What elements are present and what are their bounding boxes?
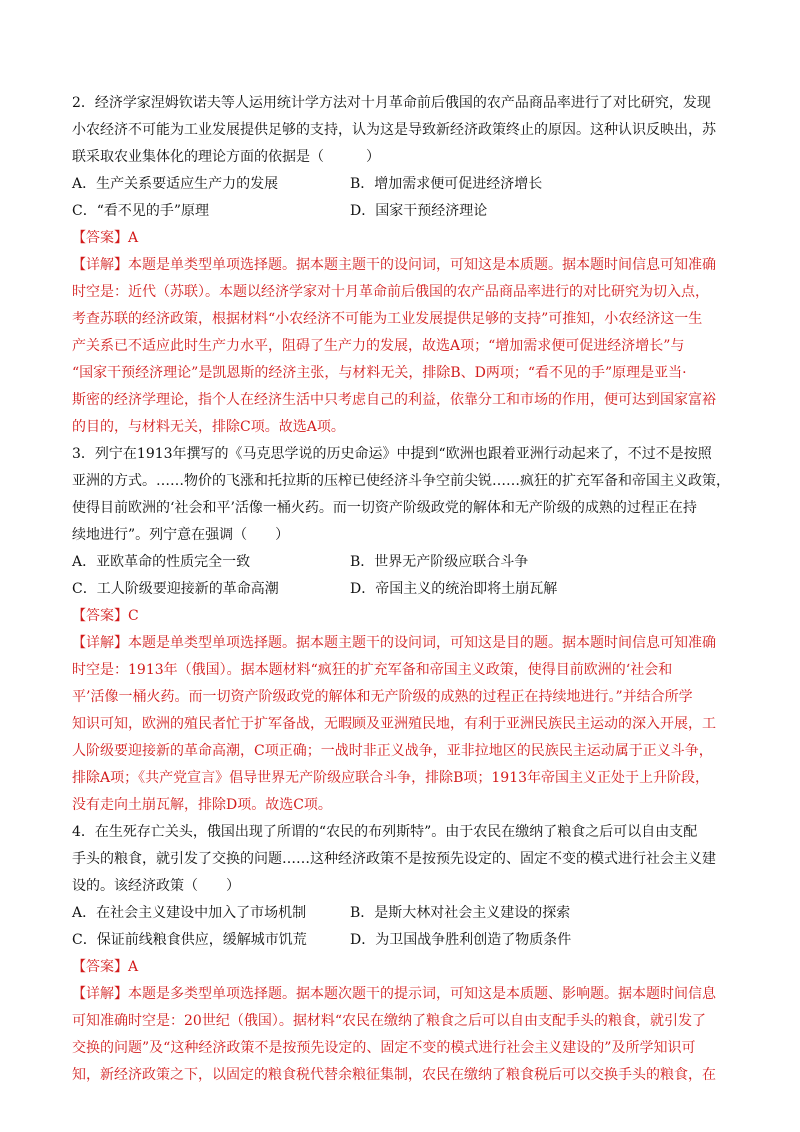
explanation-line: 产关系已不适应此时生产力水平，阻碍了生产力的发展，故选A项；“增加需求便可促进经济增长”与	[72, 338, 685, 354]
options-row	[72, 171, 732, 198]
explanation-line: 时空是：近代（苏联）。本题以经济学家对十月革命前后俄国的农产品商品率进行的对比研究为切入点，	[72, 284, 709, 300]
question-stem-line: 续地进行”。列宁意在强调（ ）	[72, 527, 290, 543]
option-c: C．保证前线粮食供应，缓解城市饥荒	[72, 932, 307, 948]
explanation-line: 的目的，与材料无关，排除C项。故选A项。	[72, 419, 345, 435]
option-a: A．亚欧革命的性质完全一致	[72, 554, 251, 570]
question-4	[72, 819, 732, 1089]
explanation-line: “国家干预经济理论”是凯恩斯的经济主张，与材料无关，排除B、D两项；“看不见的手”原理是亚当·	[72, 365, 687, 381]
question-stem-line: 使得目前欧洲的‘社会和平’活像一桶火药。而一切资产阶级政党的解体和无产阶级的成熟的过程正在持	[72, 500, 697, 516]
question-stem-line: 联采取农业集体化的理论方面的依据是（ ）	[72, 149, 380, 165]
answer-label: 【答案】A	[72, 959, 139, 975]
question-stem-line: 4．在生死存亡关头，俄国出现了所谓的“农民的布列斯特”。由于农民在缴纳了粮食之后可以自由支配	[72, 824, 698, 840]
question-stem-line: 设的。该经济政策（ ）	[72, 878, 240, 894]
option-c: C．工人阶级要迎接新的革命高潮	[72, 581, 279, 597]
question-3	[72, 441, 732, 819]
explanation-line: 【详解】本题是单类型单项选择题。据本题主题干的设问词，可知这是本质题。据本题时间信息可知准确	[72, 257, 716, 273]
question-stem-line: 2．经济学家涅姆钦诺夫等人运用统计学方法对十月革命前后俄国的农产品商品率进行了对比研究，发现	[72, 95, 711, 111]
explanation-line: 人阶级要迎接新的革命高潮，C项正确；一战时非正义战争，亚非拉地区的民族民主运动属于正义斗争，	[72, 743, 713, 759]
explanation-line: 没有走向土崩瓦解，排除D项。故选C项。	[72, 797, 332, 813]
question-stem-line: 小农经济不可能为工业发展提供足够的支持，认为这是导致新经济政策终止的原因。这种认识反映出，苏	[72, 122, 716, 138]
option-d: D．国家干预经济理论	[350, 203, 488, 219]
option-b: B．是斯大林对社会主义建设的探索	[350, 905, 571, 921]
explanation-line: 排除A项；《共产党宣言》倡导世界无产阶级应联合斗争，排除B项；1913年帝国主义正处于上升阶段，	[72, 770, 710, 786]
document-page	[72, 90, 732, 1089]
explanation-line: 时空是：1913年（俄国）。据本题材料“疯狂的扩充军备和帝国主义政策，使得目前欧洲的‘社会和	[72, 662, 673, 678]
answer-label: 【答案】A	[72, 230, 139, 246]
option-b: B．增加需求便可促进经济增长	[350, 176, 543, 192]
answer-label: 【答案】C	[72, 608, 139, 624]
explanation-line: 知识可知，欧洲的殖民者忙于扩军备战，无暇顾及亚洲殖民地，有利于亚洲民族民主运动的深入开展，工	[72, 716, 716, 732]
explanation-line: 斯密的经济学理论，指个人在经济生活中只考虑自己的利益，依靠分工和市场的作用，便可达到国家富裕	[72, 392, 716, 408]
option-c: C．“看不见的手”原理	[72, 203, 210, 219]
options-row	[72, 549, 732, 576]
explanation-line: 知，新经济政策之下，以固定的粮食税代替余粮征集制，农民在缴纳了粮食税后可以交换手头的粮食，在	[72, 1067, 716, 1083]
options-row	[72, 900, 732, 927]
explanation-line: 平’活像一桶火药。而一切资产阶级政党的解体和无产阶级的成熟的过程正在持续地进行。”并结合所学	[72, 689, 693, 705]
option-d: D．帝国主义的统治即将土崩瓦解	[350, 581, 558, 597]
explanation-line: 可知准确时空是：20世纪（俄国）。据材料“农民在缴纳了粮食之后可以自由支配手头的粮食，就引发了	[72, 1013, 706, 1029]
option-a: A．生产关系要适应生产力的发展	[72, 176, 279, 192]
option-a: A．在社会主义建设中加入了市场机制	[72, 905, 307, 921]
question-stem-line: 手头的粮食，就引发了交换的问题……这种经济政策不是按预先设定的、固定不变的模式进行社会主义建	[72, 851, 716, 867]
explanation-line: 考查苏联的经济政策，根据材料“小农经济不可能为工业发展提供足够的支持”可推知，小农经济这一生	[72, 311, 703, 327]
question-2	[72, 90, 732, 441]
option-d: D．为卫国战争胜利创造了物质条件	[350, 932, 572, 948]
options-row	[72, 927, 732, 954]
explanation-line: 【详解】本题是单类型单项选择题。据本题主题干的设问词，可知这是目的题。据本题时间信息可知准确	[72, 635, 716, 651]
explanation-line: 交换的问题”及“这种经济政策不是按预先设定的、固定不变的模式进行社会主义建设的”及所学知识可	[72, 1040, 696, 1056]
options-row	[72, 576, 732, 603]
question-stem-line: 亚洲的方式。……物价的飞涨和托拉斯的压榨已使经济斗争空前尖锐……疯狂的扩充军备和帝国主义政策，	[72, 473, 730, 489]
question-stem-line: 3．列宁在1913年撰写的《马克思学说的历史命运》中提到“欧洲也跟着亚洲行动起来了，不过不是按照	[72, 446, 712, 462]
explanation-line: 【详解】本题是多类型单项选择题。据本题次题干的提示词，可知这是本质题、影响题。据本题时间信息	[72, 986, 716, 1002]
options-row	[72, 198, 732, 225]
option-b: B．世界无产阶级应联合斗争	[350, 554, 529, 570]
